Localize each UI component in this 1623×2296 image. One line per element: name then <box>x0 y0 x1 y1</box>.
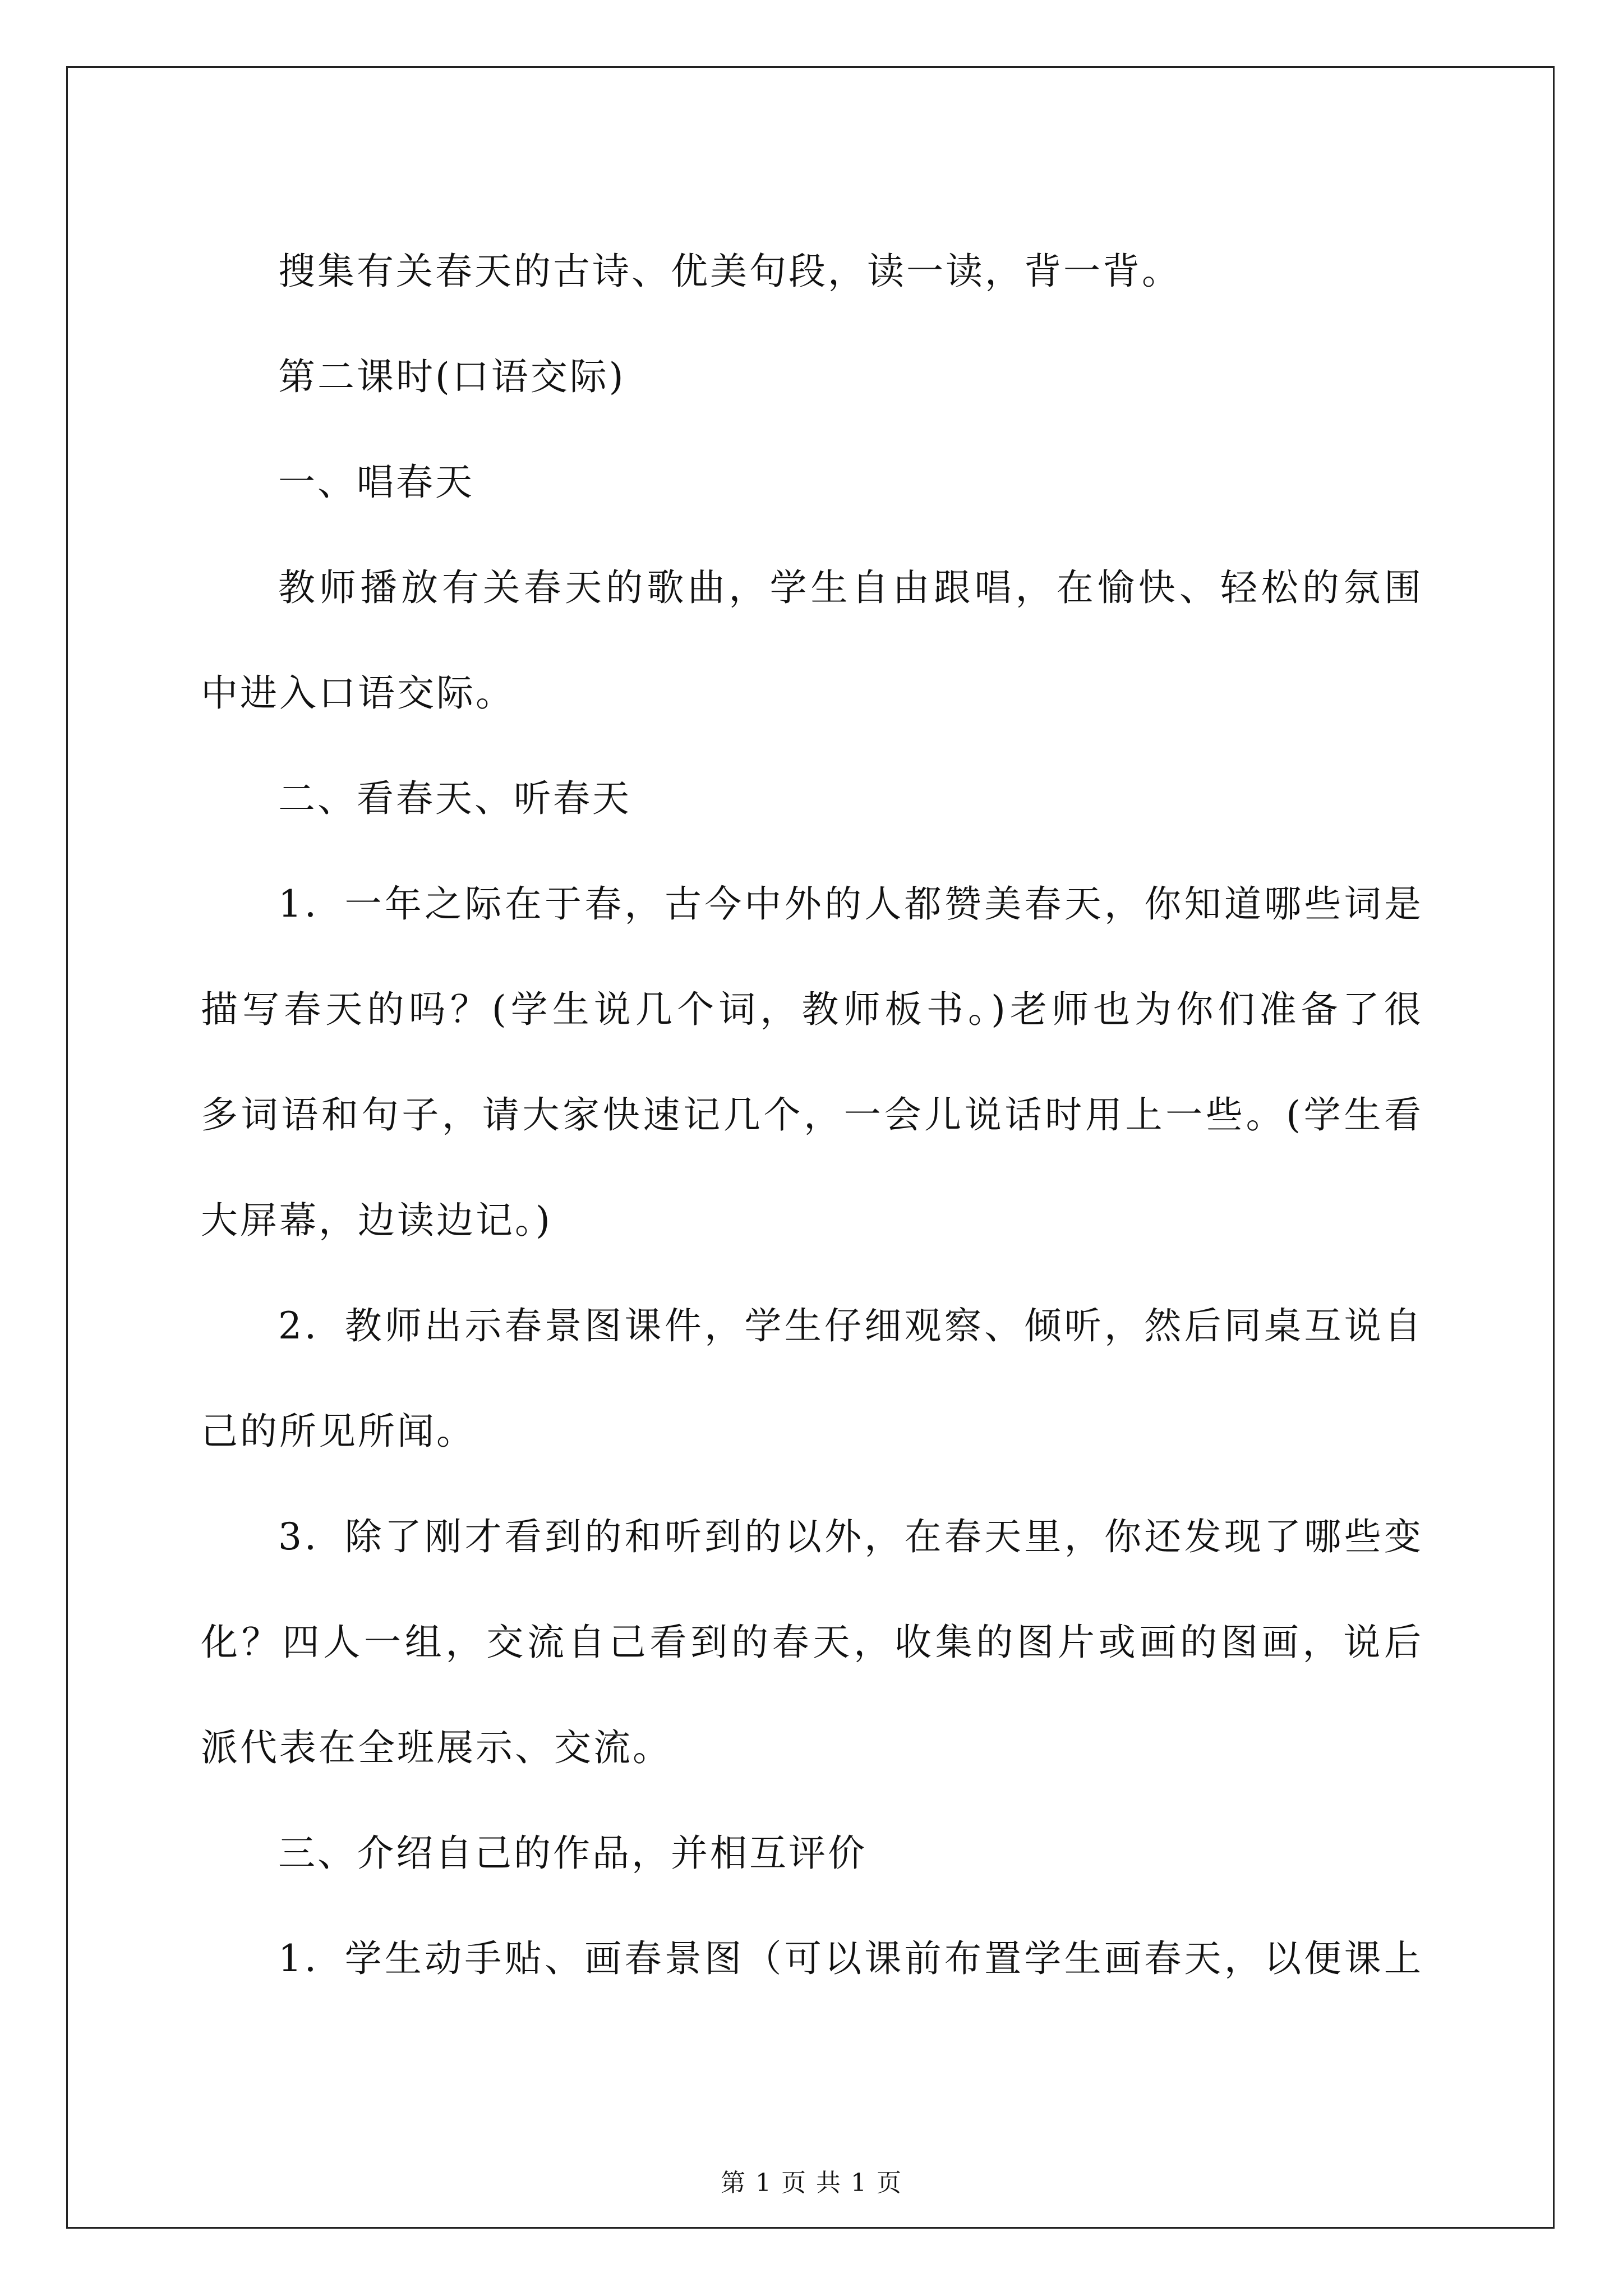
page-footer: 第 1 页 共 1 页 <box>721 2169 902 2197</box>
paragraph-item-2 <box>201 1273 1423 1484</box>
text-line: 教师播放有关春天的歌曲，学生自由跟唱，在愉快、轻松的氛围 <box>278 566 1423 609</box>
text-line: 派代表在全班展示、交流。 <box>201 1726 672 1769</box>
text-line: 己的所见所闻。 <box>201 1410 476 1453</box>
paragraph-play-songs <box>201 535 1423 746</box>
heading-sing-spring: 一、唱春天 <box>278 461 474 504</box>
text-line: 多词语和句子，请大家快速记几个，一会儿说话时用上一些。(学生看 <box>201 1093 1423 1137</box>
heading-introduce-works: 三、介绍自己的作品，并相互评价 <box>278 1832 867 1875</box>
paragraph-collect-poems: 搜集有关春天的古诗、优美句段，读一读，背一背。 <box>278 250 1181 293</box>
heading-see-hear-spring: 二、看春天、听春天 <box>278 777 631 820</box>
document-body <box>201 219 1423 2012</box>
text-line: 3．除了刚才看到的和听到的以外，在春天里，你还发现了哪些变 <box>278 1515 1423 1558</box>
heading-second-lesson: 第二课时(口语交际) <box>278 355 626 398</box>
text-line: 2．教师出示春景图课件，学生仔细观察、倾听，然后同桌互说自 <box>278 1304 1423 1347</box>
paragraph-item-1 <box>201 852 1423 1273</box>
text-line: 化？四人一组，交流自己看到的春天，收集的图片或画的图画，说后 <box>201 1621 1423 1664</box>
text-line: 1．一年之际在于春，古今中外的人都赞美春天，你知道哪些词是 <box>278 882 1423 926</box>
paragraph-item-3 <box>201 1484 1423 1801</box>
text-line: 中进入口语交际。 <box>201 671 515 715</box>
text-line: 描写春天的吗？(学生说几个词，教师板书。)老师也为你们准备了很 <box>201 988 1423 1031</box>
paragraph-item-1b <box>201 1906 1423 2012</box>
text-line: 1．学生动手贴、画春景图（可以课前布置学生画春天，以便课上 <box>278 1937 1423 1980</box>
text-line: 大屏幕，边读边记。) <box>201 1199 552 1242</box>
